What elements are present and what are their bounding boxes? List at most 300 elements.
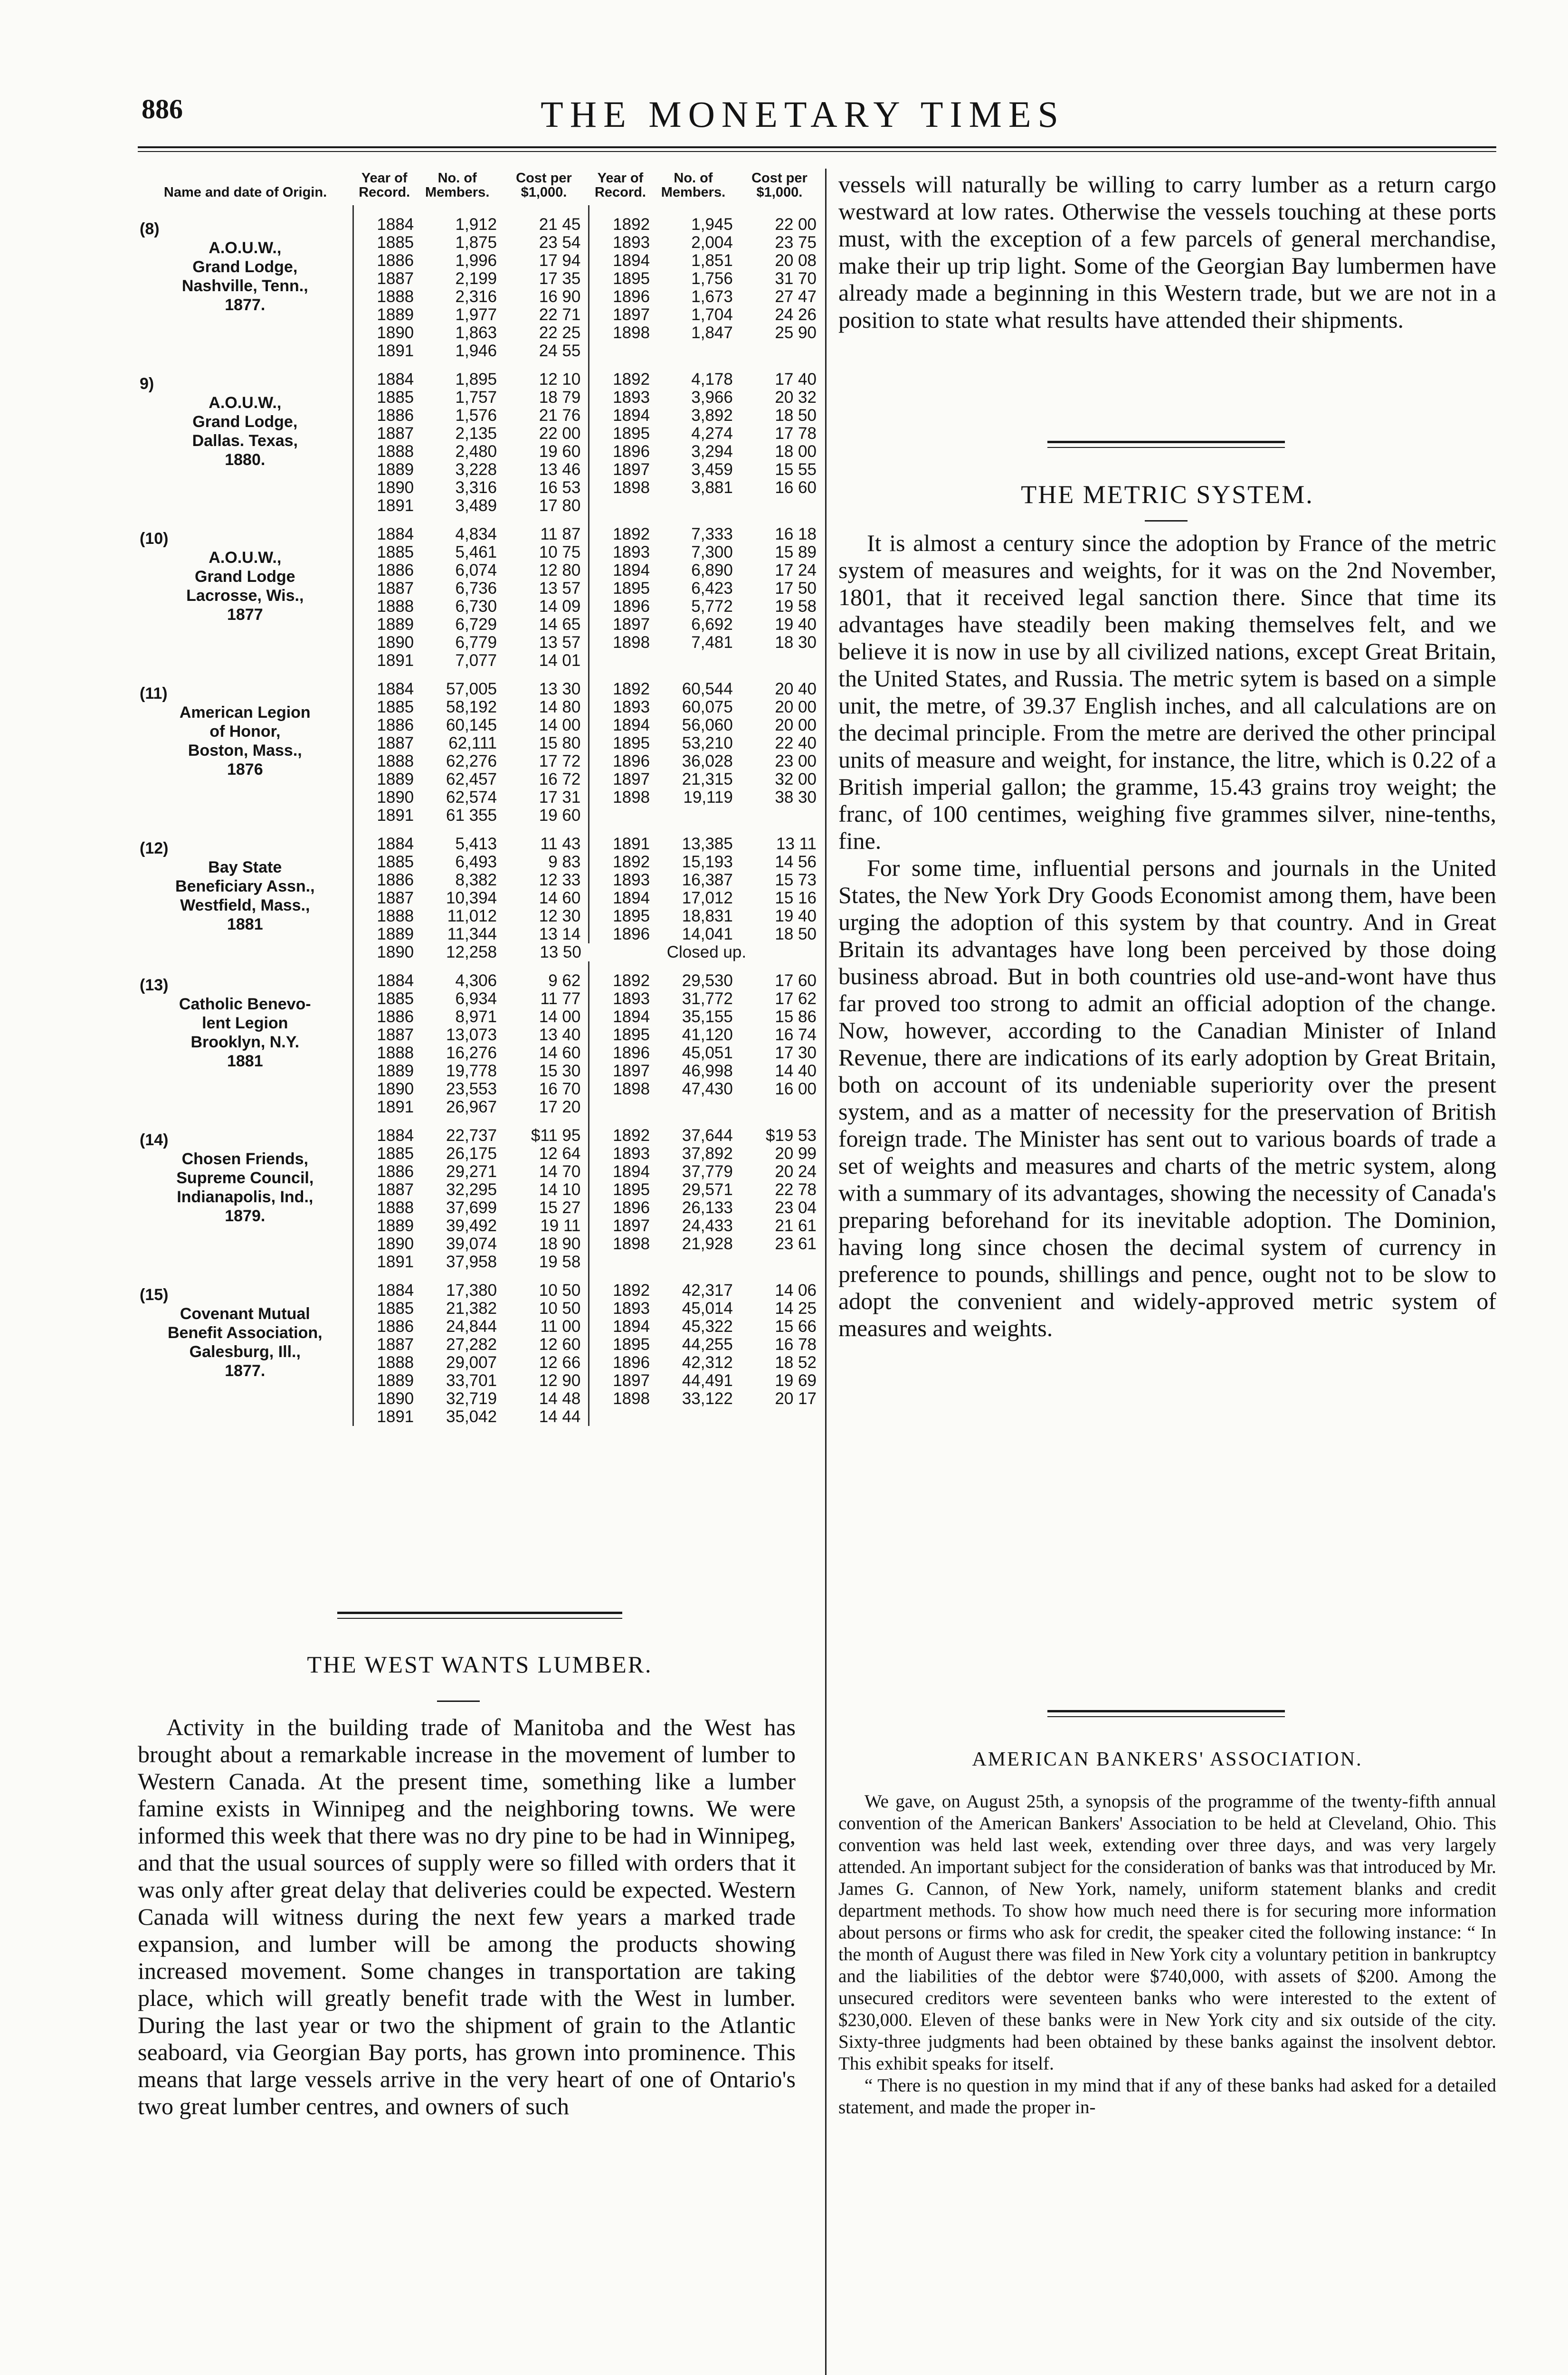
cost-cell: 13 14 — [539, 925, 581, 943]
cost-cell: 18 30 — [775, 633, 817, 652]
year-cell: 1897 — [589, 461, 652, 479]
cost-cell: 15 27 — [539, 1198, 581, 1217]
members-cell: 2,480 — [455, 442, 497, 461]
year-cell: 1895 — [589, 425, 652, 443]
society-name — [138, 670, 353, 825]
members-cell: 45,014 — [682, 1299, 733, 1318]
year-cell — [589, 497, 652, 515]
cost-cell: 14 44 — [539, 1407, 581, 1426]
year-cell: 1888 — [353, 598, 416, 616]
article-body — [838, 1791, 1496, 2118]
members-cell: 3,316 — [455, 478, 497, 497]
society-name — [138, 205, 353, 360]
year-cell: 1887 — [353, 580, 416, 598]
cost-cell: 22 00 — [775, 215, 817, 234]
year-cell: 1892 — [589, 670, 652, 698]
year-cell: 1888 — [353, 1199, 416, 1217]
cost-cell: 18 90 — [539, 1235, 581, 1253]
year-cell: 1893 — [589, 389, 652, 407]
cost-cell: 17 72 — [539, 752, 581, 770]
members-cell: 3,228 — [455, 460, 497, 479]
members-cell: 60,145 — [446, 716, 497, 734]
cost-cell: 14 70 — [539, 1162, 581, 1181]
year-cell: 1896 — [589, 752, 652, 770]
year-cell — [589, 1098, 652, 1116]
year-cell: 1894 — [589, 716, 652, 734]
paragraph: vessels will naturally be willing to carry lumber as a return cargo westward at low rates. Otherwise the vessels touching at these ports must, with the exception of a few parcels of general merchandise, make their up trip light. Some of the Georgian Bay lumbermen have already made a beginning in this Western trade, but we are not in a position to state what results have attended their shipments. — [838, 171, 1496, 333]
society-group — [138, 515, 824, 670]
members-cell: 1,756 — [691, 269, 733, 288]
year-cell: 1887 — [353, 1026, 416, 1044]
year-cell: 1893 — [589, 1300, 652, 1318]
cost-cell: 16 60 — [775, 478, 817, 497]
members-cell: 58,192 — [446, 698, 497, 716]
year-cell: 1891 — [353, 497, 416, 515]
year-cell: 1886 — [353, 407, 416, 425]
year-cell: 1891 — [353, 1098, 416, 1116]
members-cell: 27,282 — [446, 1335, 497, 1354]
society-name-line: 1879. — [225, 1207, 266, 1225]
members-cell: 23,553 — [446, 1080, 497, 1098]
cost-cell: 18 52 — [775, 1353, 817, 1372]
members-cell — [652, 342, 735, 360]
paragraph: It is almost a century since the adoption by France of the metric system of measures and weights, for it was on the 2nd November, 1801, that it received legal sanction there. Since that time its advantages have steadily been making themselves felt, and we believe it is now in use by all civilized nations, except Great Britain, the United States, and Russia. The metric sytem is based on a simple unit, the metre, of 39.37 English inches, and all calculations are on the decimal principle. From the metre are derived the other principal units of measure and weight, for instance, the litre, which is 0.22 of a British imperial gallon; the gramme, 15.43 grains troy weight; the franc, of 100 centimes, weighing five grammes silver, nine-tenths, fine. — [838, 530, 1496, 854]
members-cell: 2,316 — [455, 287, 497, 306]
header-rule-top — [138, 146, 1496, 148]
year-cell: 1886 — [353, 871, 416, 889]
year-cell: 1888 — [353, 1044, 416, 1062]
society-name-line: 1881 — [227, 915, 263, 933]
year-cell: 1888 — [353, 288, 416, 306]
society-number: (13) — [140, 976, 169, 994]
members-cell: 16,276 — [446, 1044, 497, 1062]
year-cell: 1886 — [353, 1008, 416, 1026]
cost-cell — [735, 1098, 824, 1116]
year-cell: 1896 — [589, 1044, 652, 1062]
cost-cell: 19 60 — [539, 806, 581, 825]
society-number: (15) — [140, 1286, 169, 1304]
cost-cell: 14 10 — [539, 1180, 581, 1199]
society-group — [138, 1116, 824, 1271]
members-cell: 35,155 — [682, 1007, 733, 1026]
year-cell: 1895 — [589, 1336, 652, 1354]
paragraph: For some time, influential persons and journals in the United States, the New York Dry Goods Economist among them, have been urging the adoption of this system by that country. And in Great Britain its advantages have long been perceived by those doing business abroad. But in both countries old use-and-wont have thus far proved too strong to admit an official adoption of the change. Now, however, according to the Canadian Minister of Inland Revenue, there are indications of its early adoption by Great Britain, both on account of its undeniable superiority over the present system, and as a matter of necessity for the preservation of British foreign trade. The Minister has sent out to various boards of trade a set of weights and measures and charts of the metric system, along with a summary of its advantages, showing the necessity of Canada's preparing beforehand for its inevitable adoption. The Dominion, having long since chosen the decimal system of currency in preference to pounds, shillings and pence, ought not to be slow to adopt the convenient and widely-approved metric system of measures and weights. — [838, 855, 1496, 1341]
year-cell: 1890 — [353, 788, 416, 807]
cost-cell: 12 80 — [539, 561, 581, 580]
members-cell: 37,644 — [682, 1126, 733, 1145]
cost-cell: 13 40 — [539, 1026, 581, 1044]
cost-cell: 20 40 — [775, 680, 817, 698]
society-group — [138, 670, 824, 825]
year-cell: 1893 — [589, 1145, 652, 1163]
members-cell — [652, 1408, 735, 1426]
members-cell: 32,719 — [446, 1389, 497, 1408]
cost-cell: 15 89 — [775, 543, 817, 561]
article-body — [838, 530, 1496, 1342]
table-row — [138, 1271, 824, 1300]
year-cell: 1887 — [353, 425, 416, 443]
year-cell: 1884 — [353, 515, 416, 543]
society-name-line: Grand Lodge, — [192, 258, 298, 276]
year-cell: 1884 — [353, 360, 416, 389]
members-cell: 60,075 — [682, 698, 733, 716]
section-divider — [1047, 1710, 1285, 1717]
society-name-line: A.O.U.W., — [209, 394, 282, 412]
members-cell: 4,306 — [455, 971, 497, 990]
members-cell: 37,958 — [446, 1253, 497, 1271]
year-cell: 1891 — [353, 1253, 416, 1271]
year-cell: 1896 — [589, 1354, 652, 1372]
members-cell: 26,175 — [446, 1144, 497, 1163]
society-name-line: Beneficiary Assn., — [175, 877, 315, 895]
col-header: Cost per $1,000. — [751, 171, 808, 200]
cost-cell: 14 60 — [539, 889, 581, 907]
year-cell: 1889 — [353, 1372, 416, 1390]
members-cell: 6,493 — [455, 853, 497, 871]
year-cell: 1894 — [589, 889, 652, 907]
members-cell: 37,699 — [446, 1198, 497, 1217]
year-cell: 1889 — [353, 306, 416, 324]
table-row — [138, 1116, 824, 1145]
cost-cell: 21 45 — [539, 215, 581, 234]
members-cell: 6,934 — [455, 989, 497, 1008]
cost-cell: 17 60 — [775, 971, 817, 990]
year-cell: 1895 — [589, 734, 652, 752]
cost-cell: 11 87 — [540, 525, 581, 543]
members-cell: 29,271 — [446, 1162, 497, 1181]
cost-cell: 16 78 — [775, 1335, 817, 1354]
members-cell: 17,380 — [446, 1281, 497, 1300]
members-cell — [652, 1098, 735, 1116]
members-cell: 1,576 — [455, 406, 497, 425]
cost-cell: 23 04 — [775, 1198, 817, 1217]
cost-cell: 14 48 — [539, 1389, 581, 1408]
society-name-line: Chosen Friends, — [181, 1150, 308, 1168]
year-cell: 1892 — [589, 360, 652, 389]
cost-cell: 23 61 — [775, 1235, 817, 1253]
cost-cell: 9 83 — [548, 853, 581, 871]
year-cell: 1897 — [589, 1062, 652, 1080]
section-title: THE WEST WANTS LUMBER. — [307, 1651, 653, 1678]
cost-cell: 17 78 — [775, 424, 817, 443]
society-name-line: Supreme Council, — [176, 1169, 314, 1187]
members-cell: 6,074 — [455, 561, 497, 580]
members-cell: 11,344 — [447, 925, 497, 943]
year-cell: 1893 — [589, 871, 652, 889]
cost-cell: 16 74 — [775, 1026, 817, 1044]
year-cell: 1889 — [353, 616, 416, 634]
year-cell — [589, 1408, 652, 1426]
section-divider — [337, 1612, 622, 1619]
year-cell: 1885 — [353, 1145, 416, 1163]
cost-cell: 23 00 — [775, 752, 817, 770]
society-name-line: 1881 — [227, 1052, 263, 1070]
year-cell: 1888 — [353, 443, 416, 461]
cost-cell: 17 94 — [539, 251, 581, 270]
society-name-line: 1876 — [227, 760, 263, 779]
table-row — [138, 825, 824, 853]
society-name-line: Grand Lodge — [195, 568, 295, 586]
year-cell: 1893 — [589, 234, 652, 252]
year-cell — [589, 652, 652, 670]
year-cell: 1887 — [353, 1336, 416, 1354]
year-cell: 1897 — [589, 770, 652, 788]
society-name-line: 1877. — [225, 1362, 266, 1380]
year-cell: 1885 — [353, 1300, 416, 1318]
members-cell: 8,382 — [455, 871, 497, 889]
cost-cell: 9 62 — [548, 971, 581, 990]
society-group — [138, 961, 824, 1116]
year-cell: 1884 — [353, 825, 416, 853]
members-cell: 46,998 — [682, 1062, 733, 1080]
cost-cell: 17 62 — [775, 989, 817, 1008]
col-header: No. of Members. — [425, 171, 490, 200]
society-number: (12) — [140, 839, 169, 857]
members-cell: 32,295 — [446, 1180, 497, 1199]
table-row — [138, 515, 824, 543]
year-cell: 1891 — [353, 807, 416, 825]
members-cell: 3,881 — [691, 478, 733, 497]
society-number: (14) — [140, 1131, 169, 1149]
cost-cell: 18 00 — [775, 442, 817, 461]
members-cell: 33,122 — [682, 1389, 733, 1408]
year-cell: 1886 — [353, 1318, 416, 1336]
members-cell: 1,875 — [455, 233, 497, 252]
members-cell: 35,042 — [446, 1407, 497, 1426]
society-group — [138, 360, 824, 515]
members-cell: 11,012 — [447, 907, 497, 925]
society-name-line: American Legion — [179, 703, 311, 722]
year-cell: 1892 — [589, 205, 652, 234]
society-name-line: Bay State — [208, 858, 282, 876]
year-cell: 1896 — [589, 443, 652, 461]
year-cell: 1894 — [589, 407, 652, 425]
members-cell: 29,571 — [682, 1180, 733, 1199]
society-name — [138, 360, 353, 515]
year-cell: 1885 — [353, 990, 416, 1008]
society-name-line: Benefit Association, — [168, 1324, 323, 1342]
cost-cell: 19 58 — [775, 597, 817, 616]
cost-cell: 17 35 — [539, 269, 581, 288]
cost-cell: 17 20 — [539, 1098, 581, 1116]
year-cell: 1892 — [589, 961, 652, 990]
cost-cell: 22 71 — [539, 305, 581, 324]
cost-cell — [735, 497, 824, 515]
members-cell: 61 355 — [446, 806, 497, 825]
members-cell: 1,757 — [455, 388, 497, 407]
members-cell: 17,012 — [682, 889, 733, 907]
members-cell: 62,111 — [448, 734, 497, 752]
cost-cell: 22 25 — [539, 323, 581, 342]
cost-cell: 31 70 — [775, 269, 817, 288]
cost-cell: 38 30 — [775, 788, 817, 807]
cost-cell: 12 30 — [539, 907, 581, 925]
year-cell: 1895 — [589, 580, 652, 598]
cost-cell: 14 56 — [775, 853, 817, 871]
paragraph: Activity in the building trade of Manitoba and the West has brought about a remarkable increase in the movement of lumber to Western Canada. At the present time, something like a lumber famine exists in Winnipeg and the neighboring towns. We were informed this week that there was no dry pine to be had in Winnipeg, and that the usual sources of supply were so filled with orders that it was only after great delay that deliveries could be expected. Western Canada will witness during the next few years a marked trade expansion, and lumber will be among the products showing increased movement. Some changes in transportation are taking place, which will greatly benefit trade with the West in lumber. During the last year or two the shipment of grain to the Atlantic seaboard, via Georgian Bay ports, has grown into prominence. This means that large vessels arrive in the very heart of one of Ontario's two great lumber centres, and owners of such — [138, 1714, 796, 2119]
year-cell: 1888 — [353, 1354, 416, 1372]
cost-cell: 16 70 — [539, 1080, 581, 1098]
members-cell: 41,120 — [682, 1026, 733, 1044]
cost-cell: 21 61 — [775, 1216, 817, 1235]
cost-cell: 17 24 — [775, 561, 817, 580]
society-name-line: Nashville, Tenn., — [181, 277, 308, 295]
cost-cell: 11 43 — [540, 835, 581, 853]
society-name-line: Brooklyn, N.Y. — [190, 1033, 300, 1051]
cost-cell: 20 32 — [775, 388, 817, 407]
cost-cell: 25 90 — [775, 323, 817, 342]
members-cell: 3,489 — [455, 496, 497, 515]
year-cell: 1896 — [589, 1199, 652, 1217]
year-cell: 1896 — [589, 288, 652, 306]
cost-cell: 12 33 — [539, 871, 581, 889]
members-cell: 39,492 — [446, 1216, 497, 1235]
year-cell: 1896 — [589, 925, 652, 943]
cost-cell: 14 65 — [539, 615, 581, 634]
cost-cell: 15 16 — [775, 889, 817, 907]
members-cell: 62,457 — [446, 770, 497, 788]
members-cell: 18,831 — [682, 907, 733, 925]
members-cell: 42,317 — [682, 1281, 733, 1300]
year-cell: 1884 — [353, 670, 416, 698]
cost-cell — [735, 807, 824, 825]
society-name-line: Lacrosse, Wis., — [186, 587, 304, 605]
members-cell: 13,073 — [446, 1026, 497, 1044]
cost-cell: $11 95 — [531, 1126, 581, 1145]
cost-cell: 18 50 — [775, 925, 817, 943]
cost-cell — [735, 1253, 824, 1271]
cost-cell: 12 90 — [539, 1371, 581, 1390]
society-name-line: Dallas. Texas, — [192, 432, 298, 450]
cost-cell: 19 58 — [539, 1253, 581, 1271]
members-cell: 21,382 — [446, 1299, 497, 1318]
year-cell: 1898 — [589, 324, 652, 342]
cost-cell: 19 40 — [775, 907, 817, 925]
table-row — [138, 205, 824, 234]
cost-cell: 11 77 — [540, 989, 581, 1008]
society-name-line: of Honor, — [209, 722, 281, 741]
members-cell: 12,258 — [446, 943, 497, 961]
year-cell: 1898 — [589, 1080, 652, 1098]
year-cell: 1895 — [589, 1026, 652, 1044]
members-cell: 8,971 — [455, 1007, 497, 1026]
year-cell: 1898 — [589, 1390, 652, 1408]
members-cell: 26,133 — [682, 1198, 733, 1217]
members-cell: 1,704 — [691, 305, 733, 324]
members-cell: 29,007 — [446, 1353, 497, 1372]
year-cell: 1886 — [353, 716, 416, 734]
society-name-line: Catholic Benevo- — [179, 995, 311, 1013]
cost-cell: 20 08 — [775, 251, 817, 270]
year-cell: 1895 — [589, 270, 652, 288]
year-cell: 1892 — [589, 1116, 652, 1145]
members-cell: 1,945 — [691, 215, 733, 234]
members-cell: 7,481 — [691, 633, 733, 652]
year-cell: 1886 — [353, 1163, 416, 1181]
society-name-line: Grand Lodge, — [192, 413, 298, 431]
members-cell: 1,851 — [691, 251, 733, 270]
cost-cell: 17 50 — [775, 579, 817, 598]
members-cell: 37,779 — [682, 1162, 733, 1181]
members-cell: 2,199 — [455, 269, 497, 288]
year-cell: 1889 — [353, 1062, 416, 1080]
members-cell: 31,772 — [682, 989, 733, 1008]
members-cell: 24,433 — [682, 1216, 733, 1235]
society-name — [138, 825, 353, 961]
cost-cell: 13 57 — [539, 579, 581, 598]
col-header: Year of Record. — [359, 171, 410, 200]
year-cell: 1894 — [589, 561, 652, 580]
year-cell: 1885 — [353, 698, 416, 716]
members-cell: 22,737 — [446, 1126, 497, 1145]
year-cell: 1898 — [589, 1235, 652, 1253]
year-cell: 1895 — [589, 1181, 652, 1199]
col-header: No. of Members. — [661, 171, 726, 200]
society-number: 9) — [140, 375, 154, 393]
year-cell: 1884 — [353, 1271, 416, 1300]
members-cell: 33,701 — [446, 1371, 497, 1390]
cost-cell: 27 47 — [775, 287, 817, 306]
article-body — [138, 1714, 796, 2120]
year-cell: 1898 — [589, 634, 652, 652]
cost-cell: 22 00 — [539, 424, 581, 443]
cost-cell: 13 50 — [540, 943, 581, 961]
society-group — [138, 205, 824, 360]
society-number: (8) — [140, 220, 160, 238]
year-cell: 1885 — [353, 234, 416, 252]
year-cell: 1891 — [353, 342, 416, 360]
cost-cell: 17 40 — [775, 370, 817, 389]
members-cell: 16,387 — [682, 871, 733, 889]
society-name-line: Westfield, Mass., — [180, 896, 310, 914]
year-cell: 1897 — [589, 1372, 652, 1390]
year-cell: 1884 — [353, 961, 416, 990]
members-cell: 3,892 — [691, 406, 733, 425]
members-cell: 1,863 — [455, 323, 497, 342]
society-name — [138, 1116, 353, 1271]
year-cell: 1892 — [589, 1271, 652, 1300]
society-name-line: A.O.U.W., — [209, 239, 282, 257]
year-cell: 1890 — [353, 1080, 416, 1098]
members-cell: 7,300 — [691, 543, 733, 561]
members-cell: 44,255 — [682, 1335, 733, 1354]
society-statistics-table — [138, 171, 824, 1426]
year-cell: 1893 — [589, 990, 652, 1008]
society-group — [138, 825, 824, 961]
cost-cell: 19 11 — [540, 1216, 581, 1235]
cost-cell: 22 78 — [775, 1180, 817, 1199]
members-cell: 1,895 — [455, 370, 497, 389]
society-name-line: 1877. — [225, 296, 266, 314]
cost-cell: 20 00 — [775, 698, 817, 716]
year-cell: 1888 — [353, 907, 416, 925]
year-cell: 1884 — [353, 205, 416, 234]
table-row — [138, 360, 824, 389]
members-cell: 15,193 — [682, 853, 733, 871]
members-cell: 36,028 — [682, 752, 733, 770]
cost-cell: 16 00 — [775, 1080, 817, 1098]
section-title: THE METRIC SYSTEM. — [1021, 480, 1314, 509]
society-name-line: Galesburg, Ill., — [189, 1343, 301, 1361]
members-cell: 56,060 — [682, 716, 733, 734]
cost-cell: 14 01 — [539, 651, 581, 670]
year-cell: 1890 — [353, 634, 416, 652]
cost-cell: 16 90 — [539, 287, 581, 306]
header-rule-bottom — [138, 151, 1496, 152]
year-cell: 1894 — [589, 252, 652, 270]
cost-cell: 16 53 — [539, 478, 581, 497]
year-cell: 1897 — [589, 616, 652, 634]
